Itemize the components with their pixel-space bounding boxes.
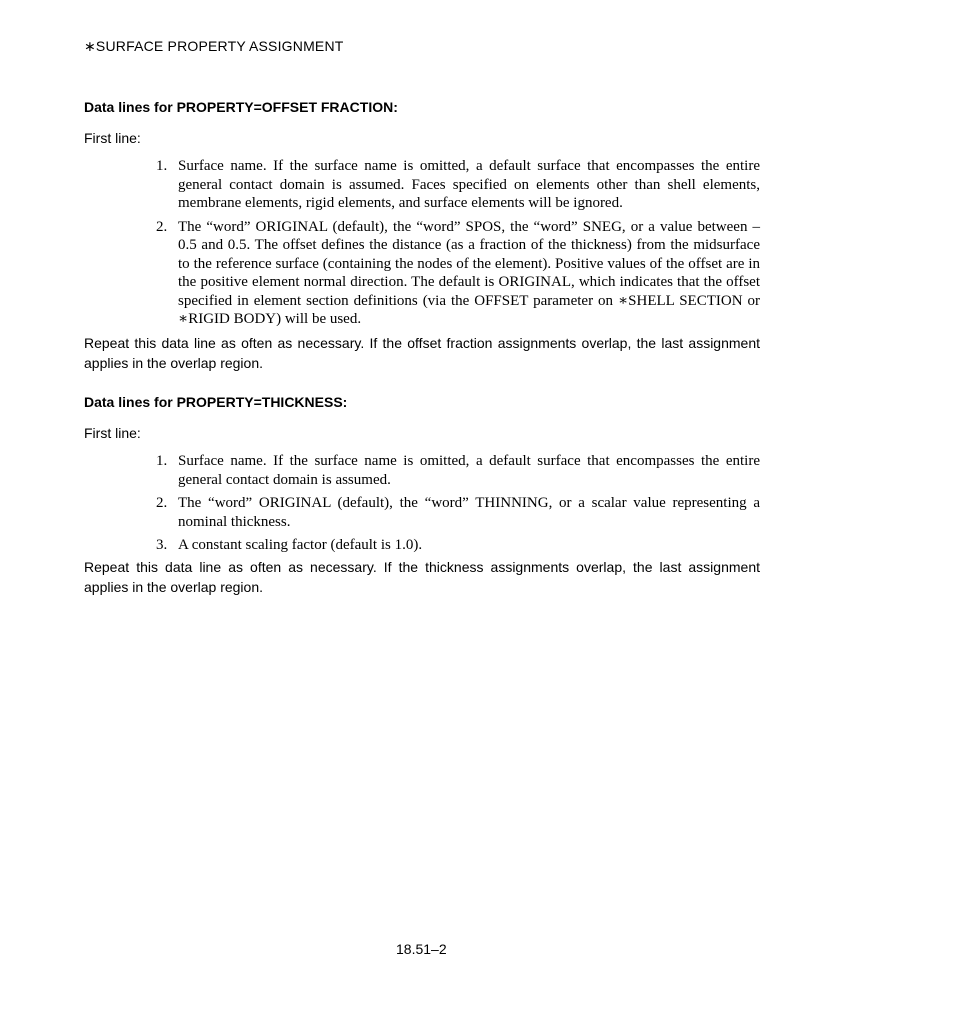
item-number: 3. (156, 537, 168, 553)
item-number: 2. (156, 495, 168, 511)
list-item (156, 218, 760, 329)
item-text: The “word” ORIGINAL (default), the “word” SPOS, the “word” SNEG, or a value between –0.5 and 0.5. The offset defines the distance (as a fraction of the thickness) from the midsurface to the reference surface (containing the nodes of the element). Positive values of the offset are in the positive element normal direction. The default is ORIGINAL, which indicates that the offset specified in element section definitions (via the OFFSET parameter on ∗SHELL SECTION or ∗RIGID BODY) will be used. (178, 218, 760, 327)
item-text: The “word” ORIGINAL (default), the “word” THINNING, or a scalar value representing a nominal thickness. (178, 495, 760, 530)
running-header: ∗SURFACE PROPERTY ASSIGNMENT (84, 38, 344, 54)
item-text: Surface name. If the surface name is omitted, a default surface that encompasses the entire general contact domain is assumed. Faces specified on elements other than shell elements, membrane elements, rigid elements, and surface elements will be ignored. (178, 158, 760, 211)
offset-fraction-item-list (156, 157, 760, 334)
first-line-label: First line: (84, 130, 141, 146)
item-number: 2. (156, 218, 168, 235)
item-number: 1. (156, 158, 168, 174)
first-line-label: First line: (84, 425, 141, 441)
item-text: Surface name. If the surface name is omitted, a default surface that encompasses the entire general contact domain is assumed. (178, 453, 760, 488)
repeat-note-offset-fraction: Repeat this data line as often as necessary. If the offset fraction assignments overlap, the last assignment applies in the overlap region. (84, 335, 760, 371)
list-item (156, 157, 760, 213)
thickness-item-list (156, 452, 760, 560)
page-number: 18.51–2 (396, 941, 447, 957)
item-text: A constant scaling factor (default is 1.0). (178, 537, 423, 553)
section-heading-thickness: Data lines for PROPERTY=THICKNESS: (84, 394, 348, 410)
item-number: 1. (156, 453, 168, 469)
repeat-note-thickness: Repeat this data line as often as necessary. If the thickness assignments overlap, the last assignment applies in the overlap region. (84, 559, 760, 595)
list-item (156, 452, 760, 489)
section-heading-offset-fraction: Data lines for PROPERTY=OFFSET FRACTION: (84, 99, 398, 115)
list-item (156, 494, 760, 531)
list-item (156, 536, 760, 555)
